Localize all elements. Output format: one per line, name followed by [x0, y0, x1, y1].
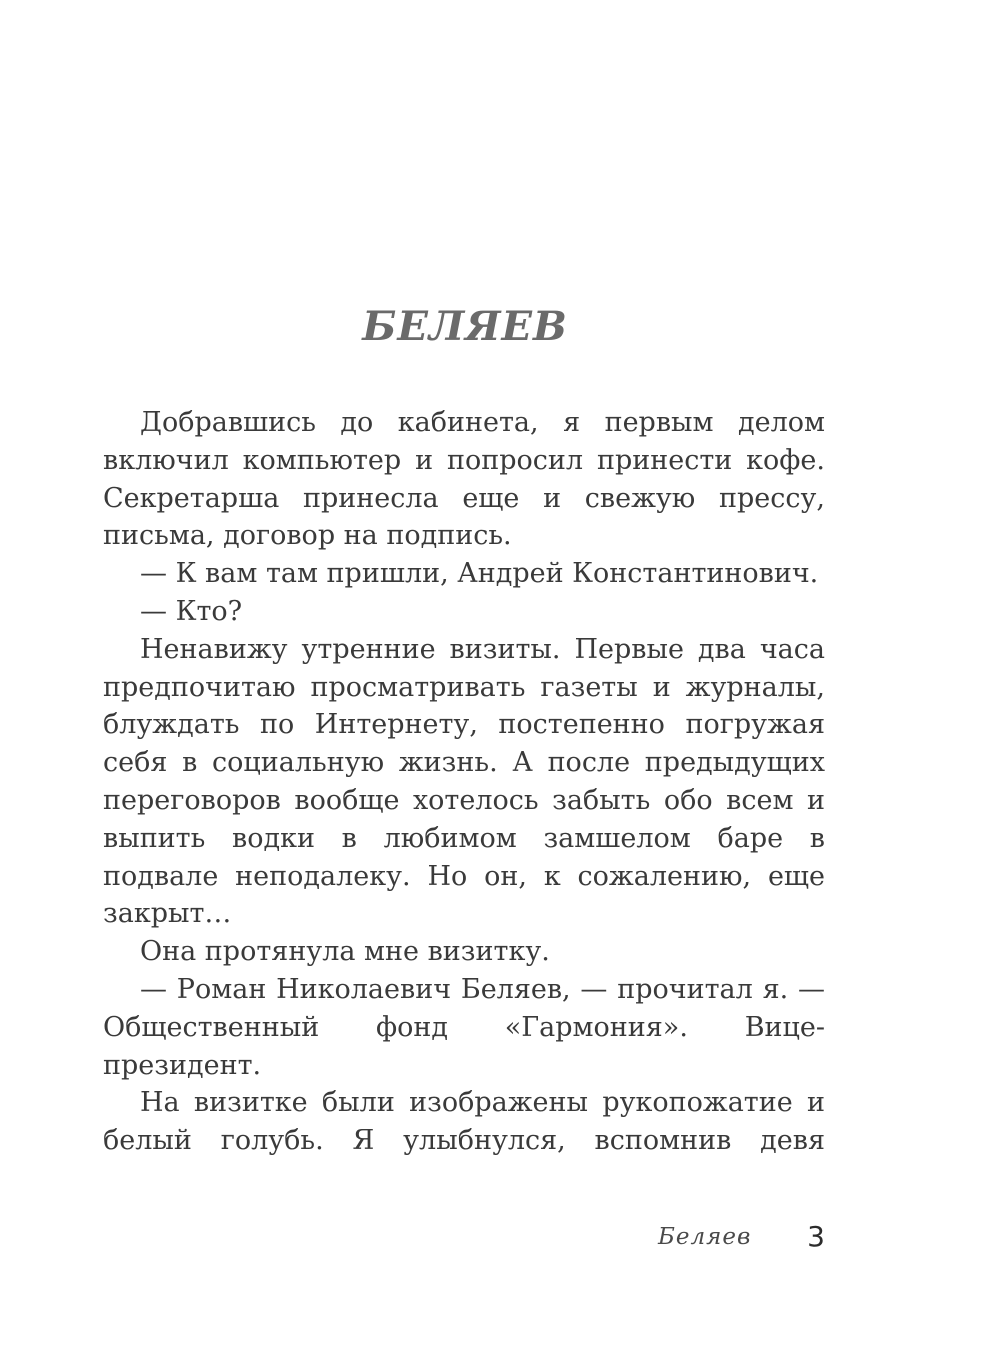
running-title: Беляев [658, 1224, 752, 1250]
paragraph: — К вам там пришли, Андрей Константинович. [140, 558, 819, 590]
paragraph: Она протянула мне визитку. [140, 936, 550, 968]
paragraph: — Роман Николаевич Беляев, — прочитал я. — Общественный фонд «Гармония». Вицепрезидент. [103, 973, 825, 1081]
running-footer [560, 1222, 825, 1262]
paragraph: На визитке были изображены рукопожатие и белый голубь. Я улыбнулся, вспомнив девя [103, 1087, 825, 1157]
chapter-title: БЕЛЯЕВ [362, 302, 568, 350]
paragraph: — Кто? [140, 595, 243, 627]
body-text [103, 404, 825, 1160]
page-number: 3 [807, 1220, 825, 1253]
paragraph: Добравшись до кабинета, я первым делом включил компьютер и попросил принести кофе. Секретарша принесла еще и свежую прессу, письма, договор на подпись. [103, 407, 825, 552]
paragraph: Ненавижу утренние визиты. Первые два часа предпочитаю просматривать газеты и журналы, блуждать по Интернету, постепенно погружая себя в социальную жизнь. А после предыдущих переговоров вообще хотелось забыть обо всем и выпить водки в любимом замшелом баре в подвале неподалеку. Но он, к сожалению, еще закрыт… [103, 633, 825, 930]
